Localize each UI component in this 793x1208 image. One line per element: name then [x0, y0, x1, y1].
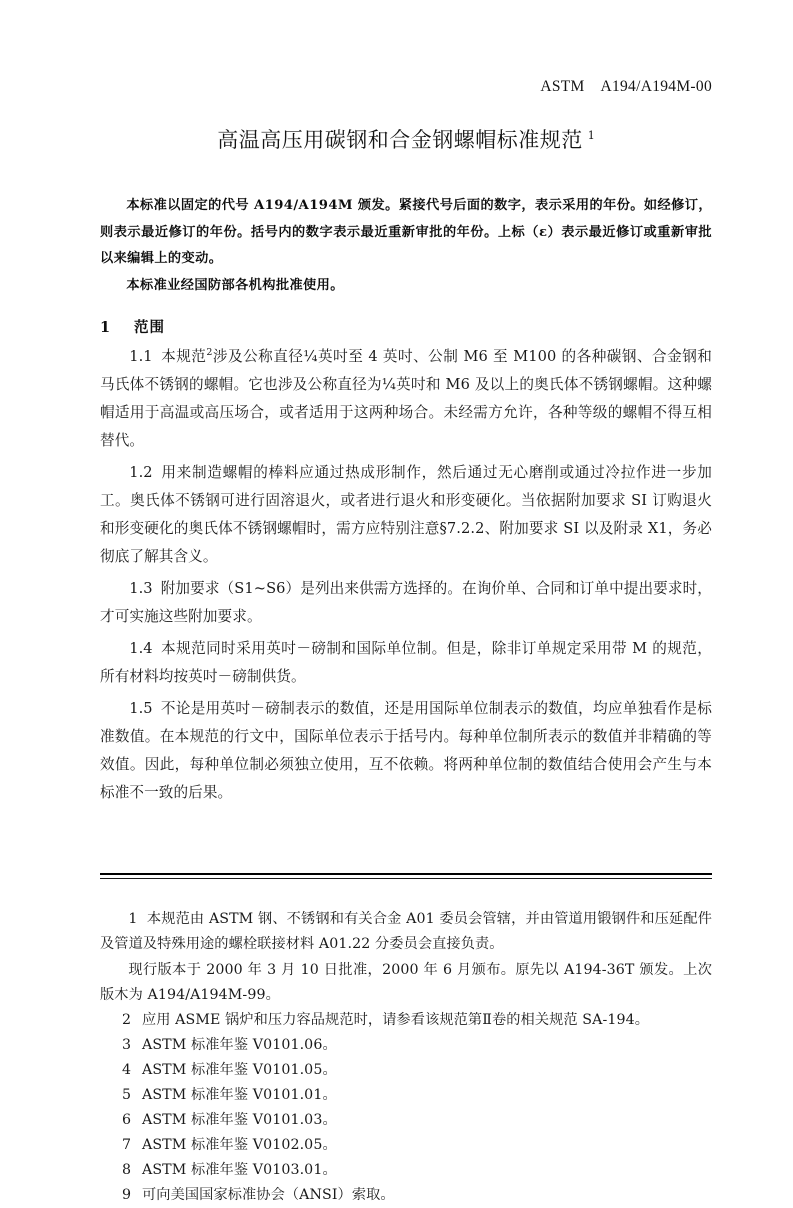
- paragraph-1-3-number: 1.3: [129, 579, 153, 597]
- preamble-paragraph-2: 本标准业经国防部各机构批准使用。: [126, 278, 344, 294]
- footnote-item: [100, 1083, 712, 1108]
- footnote-separator: [100, 873, 712, 879]
- paragraph-1-2-number: 1.2: [129, 463, 153, 481]
- paragraph-1-4-text: 本规范同时采用英吋－磅制和国际单位制。但是，除非订单规定采用带 M 的规范，所有材料均按英吋－磅制供货。: [100, 639, 712, 685]
- page-content: [100, 0, 712, 1208]
- paragraph-1-3-text: 附加要求（S1~S6）是列出来供需方选择的。在询价单、合同和订单中提出要求时，才可实施这些附加要求。: [100, 579, 712, 625]
- footnote-8-text: ASTM 标准年鉴 V0103.01。: [142, 1161, 337, 1178]
- footnote-4-number: 4: [122, 1061, 132, 1078]
- page-title-footnote-marker: 1: [587, 129, 595, 142]
- footnote-item: [100, 1158, 712, 1183]
- footnote-6-text: ASTM 标准年鉴 V0101.03。: [142, 1111, 337, 1128]
- footnote-4-text: ASTM 标准年鉴 V0101.05。: [142, 1061, 337, 1078]
- page-title: [100, 127, 712, 153]
- section-number: 1: [100, 318, 111, 336]
- section-title: 范围: [134, 318, 165, 336]
- footnote-1-continued: 现行版本于 2000 年 3 月 10 日批准，2000 年 6 月颁布。原先以 A194-36T 颁发。上次版木为 A194/A194M-99。: [100, 962, 712, 1004]
- paragraph-1-3: [100, 575, 712, 631]
- footnote-5-number: 5: [122, 1086, 132, 1103]
- footnote-3-text: ASTM 标准年鉴 V0101.06。: [142, 1036, 337, 1053]
- footnote-7-number: 7: [122, 1136, 132, 1153]
- footnote-9-number: 9: [122, 1186, 132, 1203]
- footnote-2-text: 应用 ASME 锅炉和压力容品规范时，请参看该规范第Ⅱ卷的相关规范 SA-194。: [142, 1012, 650, 1028]
- footnote-rule-thick: [100, 873, 712, 875]
- footnote-3-number: 3: [122, 1036, 132, 1053]
- footnote-8-number: 8: [122, 1161, 132, 1178]
- footnote-5-text: ASTM 标准年鉴 V0101.01。: [142, 1086, 337, 1103]
- footnote-rule-thin: [100, 878, 712, 879]
- paragraph-1-1-footnote-marker: 2: [206, 346, 213, 358]
- paragraph-1-5-number: 1.5: [129, 699, 153, 717]
- footnote-6-number: 6: [122, 1111, 132, 1128]
- paragraph-1-1-text-before-sup: 本规范: [160, 347, 207, 365]
- footnote-item: [100, 1183, 712, 1208]
- preamble-block: [100, 193, 712, 300]
- footnote-item: [100, 1008, 712, 1033]
- footnote-item: [100, 1108, 712, 1133]
- preamble-paragraph-1: 本标准以固定的代号 A194/A194M 颁发。紧接代号后面的数字，表示采用的年份。如经修订，则表示最近修订的年份。括号内的数字表示最近重新审批的年份。上标（ε）表示最近修订或重新审批以来编辑上的变动。: [100, 198, 712, 267]
- paragraph-1-1: [100, 343, 712, 455]
- document-header-standard-code: ASTM A194/A194M-00: [540, 78, 712, 95]
- page-title-text: 高温高压用碳钢和合金钢螺帽标准规范: [217, 128, 583, 152]
- footnote-1-number: 1: [128, 911, 138, 928]
- footnotes-block: [100, 907, 712, 1208]
- paragraph-1-4-number: 1.4: [129, 639, 153, 657]
- footnote-item: [100, 1058, 712, 1083]
- paragraph-1-5: [100, 695, 712, 807]
- footnote-item: [100, 1133, 712, 1158]
- footnote-1-text: 本规范由 ASTM 钢、不锈钢和有关合金 A01 委员会管辖，并由管道用锻钢件和压延配件及管道及特殊用途的螺栓联接材料 A01.22 分委员会直接负责。: [100, 911, 712, 953]
- footnote-7-text: ASTM 标准年鉴 V0102.05。: [142, 1136, 337, 1153]
- footnote-1: [100, 907, 712, 957]
- section-heading-scope: [100, 317, 712, 339]
- paragraph-1-2: [100, 459, 712, 571]
- footnote-item: [100, 1033, 712, 1058]
- paragraph-1-1-number: 1.1: [129, 347, 153, 365]
- paragraph-1-5-text: 不论是用英吋－磅制表示的数值，还是用国际单位制表示的数值，均应单独看作是标准数值。在本规范的行文中，国际单位表示于括号内。每种单位制所表示的数值并非精确的等效值。因此，每种单位制必须独立使用，互不依赖。将两种单位制的数值结合使用会产生与本标准不一致的后果。: [100, 699, 712, 801]
- paragraph-1-4: [100, 635, 712, 691]
- paragraph-1-2-text: 用来制造螺帽的棒料应通过热成形制作，然后通过无心磨削或通过冷拉作进一步加工。奥氏体不锈钢可进行固溶退火，或者进行退火和形变硬化。当依据附加要求 SI 订购退火和形变硬化的奥氏体不锈钢螺帽时，需方应特别注意§7.2.2、附加要求 SI 以及附录 X1，务必彻底了解其含义。: [100, 463, 712, 565]
- paragraph-1-1-text-after-sup: 涉及公称直径¼英吋至 4 英吋、公制 M6 至 M100 的各种碳钢、合金钢和马氏体不锈钢的螺帽。它也涉及公称直径为¼英吋和 M6 及以上的奥氏体不锈钢螺帽。这种螺帽适用于高温或高压场合，或者适用于这两种场合。未经需方允许，各种等级的螺帽不得互相替代。: [100, 347, 712, 449]
- footnote-9-text: 可向美国国家标准协会（ANSI）索取。: [142, 1186, 395, 1203]
- footnote-2-number: 2: [122, 1012, 132, 1028]
